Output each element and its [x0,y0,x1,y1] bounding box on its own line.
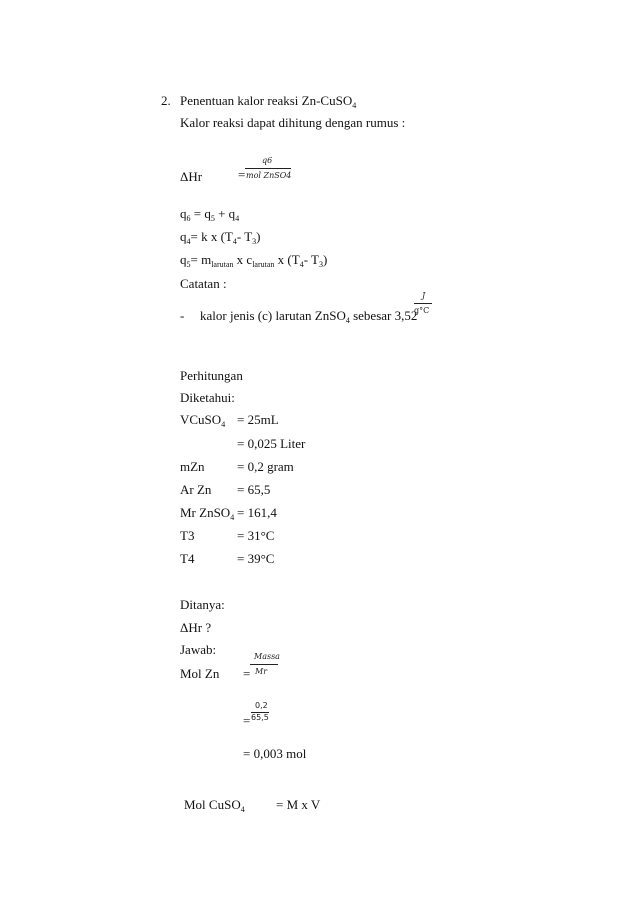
eq-q5-d-sub: 4 [299,260,304,269]
mol-cuso4-value: = M x V [276,797,321,812]
formula-dh-fraction-line [245,168,291,169]
formula-dh-eq: = [238,167,246,182]
eq-q4-b: = k x (T [190,229,233,244]
eq-q5-d: x (T [274,252,300,267]
eq-q4-a-sub: 4 [186,237,191,246]
known-label-3: Ar Zn [180,482,212,497]
known-label-2: mZn [180,459,205,474]
mol-zn-eq2: = [243,713,251,728]
eq-q6-c: + q [214,206,236,221]
eq-q5-c-sub: larutan [252,260,275,269]
eq-q5-b: = m [190,252,212,267]
known-label-6: T4 [180,551,195,566]
known-value-4: = 161,4 [237,505,277,520]
mol-zn-label: Mol Zn [180,666,220,681]
known-value-6: = 39°C [237,551,275,566]
eq-q6-b: = q [190,206,211,221]
formula-dh-numerator: q6 [262,156,273,165]
known-value-3: = 65,5 [237,482,271,497]
eq-q4 [180,229,261,246]
mol-cuso4-label-text: Mol CuSO [184,797,241,812]
eq-q6-a: q [180,206,187,221]
known-value-5: = 31°C [237,528,275,543]
eq-q5-f: ) [323,252,328,267]
ditanya-value: ΔHr ? [180,620,212,635]
heading-title-text: Penentuan kalor reaksi Zn-CuSO [180,93,353,108]
note-text-tail: sebesar 3,52 [349,308,418,323]
eq-q5 [180,252,328,269]
catatan-label: Catatan : [180,276,227,291]
formula-dh-label: ΔHr [180,169,203,184]
heading-number: 2. [161,93,171,108]
eq-q4-c: - T [236,229,253,244]
heading-title-sub: 4 [352,101,357,110]
eq-q5-e: - T [303,252,319,267]
known-label-0 [180,412,226,429]
known-label-4-sub: 4 [230,513,235,522]
eq-q6-c-sub: 4 [235,214,240,223]
known-label-0-sub: 4 [221,420,226,429]
ditanya-label: Ditanya: [180,597,225,612]
known-label-5: T3 [180,528,195,543]
eq-q4-d: ) [256,229,261,244]
mol-zn-denominator: Mr [255,667,268,676]
note-unit-fraction-line [414,303,432,304]
note-dash: - [180,308,185,323]
eq-q4-a: q [180,229,187,244]
heading-title [180,93,357,110]
eq-q5-c: x c [233,252,253,267]
jawab-label: Jawab: [180,642,217,657]
note-unit-denominator: g°C [414,306,430,315]
known-value-2: = 0,2 gram [237,459,294,474]
known-value-1: = 0,025 Liter [237,436,306,451]
mol-zn-numerator: Massa [254,652,280,661]
eq-q4-b-sub: 4 [232,237,237,246]
eq-q6 [180,206,240,223]
eq-q6-b-sub: 5 [210,214,215,223]
eq-q5-a-sub: 5 [186,260,191,269]
diketahui-label: Diketahui: [180,390,235,405]
mol-zn-denominator2: 65,5 [251,713,269,722]
eq-q4-c-sub: 3 [252,237,257,246]
known-label-4 [180,505,235,522]
mol-zn-result: = 0,003 mol [243,746,307,761]
note-text-main: kalor jenis (c) larutan ZnSO [200,308,346,323]
note-text-sub: 4 [345,316,350,325]
known-value-0: = 25mL [237,412,279,427]
mol-zn-numerator2: 0,2 [255,701,268,710]
mol-zn-fraction-line [250,664,278,665]
eq-q6-a-sub: 6 [186,214,191,223]
mol-cuso4-label [184,797,245,814]
known-label-4-text: Mr ZnSO [180,505,231,520]
note-unit-numerator: J [422,291,426,300]
formula-dh-denominator: mol ZnSO4 [246,171,292,180]
mol-cuso4-label-sub: 4 [240,805,245,814]
mol-zn-eq: = [243,666,251,681]
eq-q5-b-sub: larutan [211,260,234,269]
known-label-0-text: VCuSO [180,412,222,427]
eq-q5-a: q [180,252,187,267]
eq-q5-e-sub: 3 [319,260,323,269]
intro-text: Kalor reaksi dapat dihitung dengan rumus : [180,115,406,130]
note-text [200,308,418,325]
perhitungan-heading: Perhitungan [180,368,243,383]
